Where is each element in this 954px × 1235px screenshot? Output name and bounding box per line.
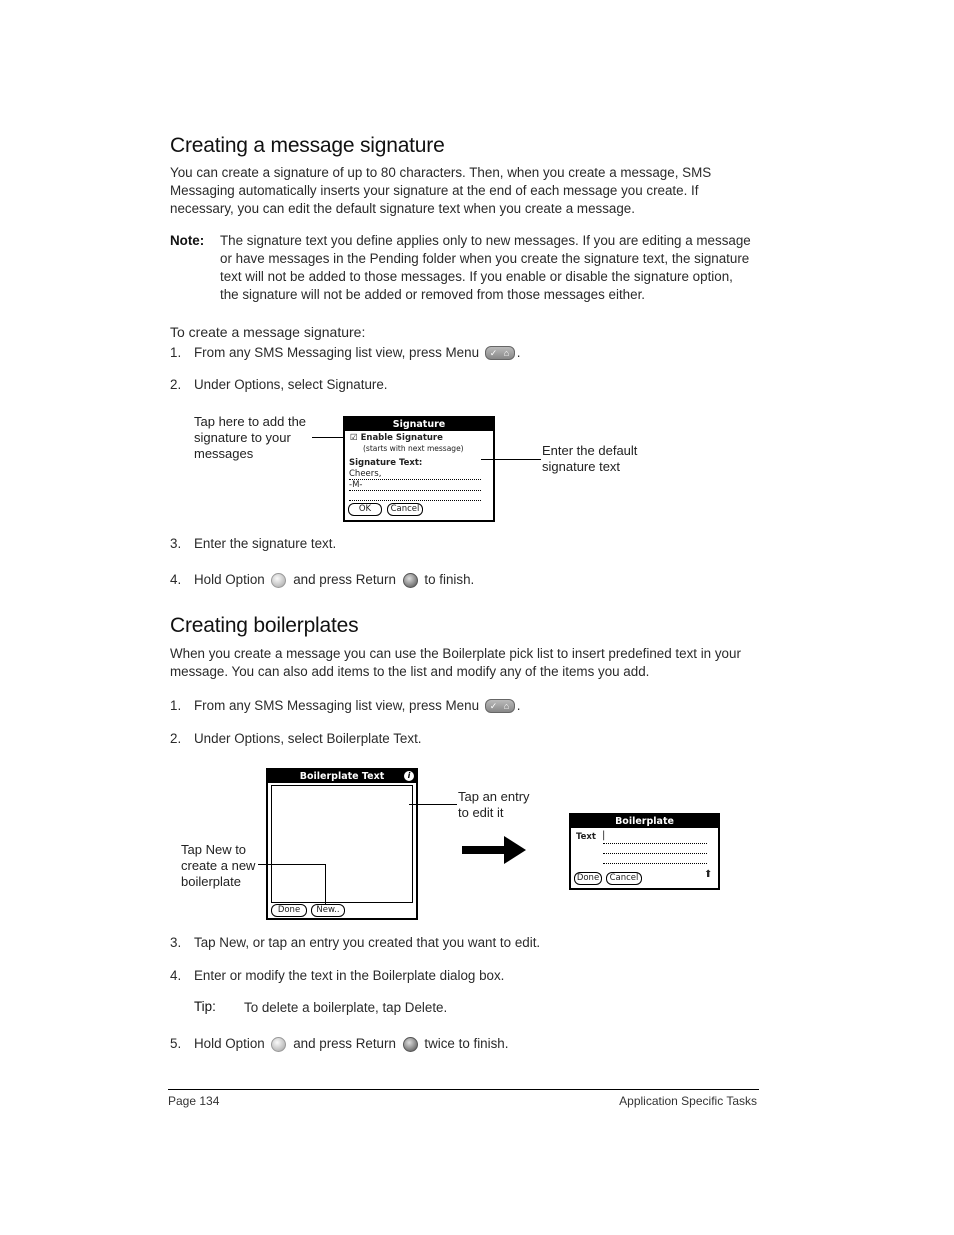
step-text: Hold Option and press Return twice to finish. — [194, 1036, 509, 1051]
section-title-boilerplates: Creating boilerplates — [170, 614, 359, 637]
signature-line-2[interactable]: -M- — [349, 480, 363, 490]
enable-hint: (starts with next message) — [363, 444, 464, 453]
step-text: Enter the signature text. — [194, 536, 337, 551]
arrow-right-icon — [462, 836, 528, 864]
text-line — [349, 479, 481, 480]
done-button[interactable]: Done — [271, 904, 307, 917]
boilerplate-list-dialog — [266, 768, 418, 920]
enable-signature-checkbox[interactable]: ☑ Enable Signature — [350, 433, 443, 443]
boilerplate-edit-dialog — [569, 813, 720, 890]
procedure-heading: To create a message signature: — [170, 324, 366, 340]
text-label: Text — [576, 832, 596, 842]
step-text: Hold Option and press Return to finish. — [194, 572, 475, 587]
dialog-title: Signature — [345, 418, 493, 431]
signature-line-1[interactable]: Cheers, — [349, 469, 382, 479]
leader-line — [481, 459, 541, 460]
text-line — [349, 490, 481, 491]
option-key-icon — [271, 1037, 286, 1052]
step-text: From any SMS Messaging list view, press Menu ✓ ⌂ . — [194, 344, 521, 362]
menu-key-icon — [485, 346, 515, 360]
step-number: 2. — [170, 731, 182, 746]
leader-line — [258, 864, 326, 865]
step-text: From any SMS Messaging list view, press Menu ✓ ⌂ . — [194, 697, 521, 715]
boilerplate-intro: When you create a message you can use the Boilerplate pick list to insert predefined text in your message. You can also add items to the list and modify any of the items you add. — [170, 646, 741, 679]
return-key-icon — [403, 1037, 418, 1052]
note-label: Note: — [170, 233, 205, 248]
dialog-title: Boilerplate Text i — [268, 770, 416, 783]
signature-intro: You can create a signature of up to 80 characters. Then, when you create a message, SMS Messaging automatically inserts your signature at the end of each message you create. If necessary, you can edit the default signature text when you create a message. — [170, 165, 712, 216]
step-text: Tap New, or tap an entry you created that you want to edit. — [194, 935, 541, 950]
cancel-button[interactable]: Cancel — [606, 872, 642, 885]
chapter-title: Application Specific Tasks — [619, 1094, 757, 1108]
page-number: Page 134 — [168, 1094, 220, 1108]
new-button[interactable]: New.. — [311, 904, 345, 917]
return-key-icon — [403, 573, 418, 588]
tip-label: Tip: — [194, 999, 216, 1014]
done-button[interactable]: Done — [574, 872, 602, 885]
cancel-button[interactable]: Cancel — [387, 503, 423, 516]
boilerplate-list[interactable] — [271, 785, 413, 903]
step-text: Under Options, select Boilerplate Text. — [194, 731, 422, 746]
footer-rule — [168, 1089, 759, 1090]
text-line — [349, 500, 481, 501]
step-number: 1. — [170, 698, 182, 713]
leader-line — [325, 864, 326, 904]
step-text: Under Options, select Signature. — [194, 377, 388, 392]
text-line — [603, 863, 707, 864]
step-number: 2. — [170, 377, 182, 392]
step-number: 1. — [170, 345, 182, 360]
menu-key-icon — [485, 699, 515, 713]
section-title-signature: Creating a message signature — [170, 134, 445, 157]
signature-dialog — [343, 416, 495, 522]
text-cursor[interactable]: | — [602, 830, 606, 841]
signature-text-label: Signature Text: — [349, 458, 423, 468]
text-line — [603, 843, 707, 844]
dialog-title: Boilerplate — [571, 815, 718, 828]
step-number: 3. — [170, 935, 182, 950]
callout-tap-entry: Tap an entry to edit it — [458, 789, 530, 820]
callout-enable-signature: Tap here to add the signature to your messages — [194, 414, 307, 461]
ok-button[interactable]: OK — [348, 503, 382, 516]
step-number: 5. — [170, 1036, 182, 1051]
step-number: 4. — [170, 572, 182, 587]
step-text: Enter or modify the text in the Boilerplate dialog box. — [194, 968, 505, 983]
text-line — [603, 853, 707, 854]
option-key-icon — [271, 573, 286, 588]
callout-default-text: Enter the default signature text — [542, 443, 638, 474]
note-text: The signature text you define applies only to new messages. If you are editing a message or have messages in the Pending folder when you create the signature text, the signature text will not be added to those messages. If you enable or disable the signature option, the signature will not be added or removed from those messages either. — [220, 233, 751, 302]
tip-text: To delete a boilerplate, tap Delete. — [244, 1000, 448, 1015]
callout-tap-new: Tap New to create a new boilerplate — [181, 842, 256, 889]
leader-line — [409, 804, 457, 805]
scroll-up-icon[interactable]: ⬆ — [704, 869, 713, 880]
step-number: 4. — [170, 968, 182, 983]
step-number: 3. — [170, 536, 182, 551]
info-icon[interactable]: i — [404, 771, 414, 781]
